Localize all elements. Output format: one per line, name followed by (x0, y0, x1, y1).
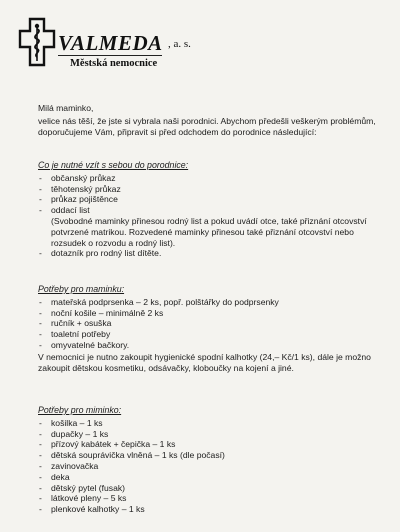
list-item: - přízový kabátek + čepička – 1 ks (38, 439, 384, 450)
list-item: - dotazník pro rodný list dítěte. (38, 248, 384, 259)
letter-intro: velice nás těší, že jste si vybrala naši porodnici. Abychom předešli veškerým problémům, doporučujeme Vám, připravit si před odchodem do porodnice následující: (38, 116, 376, 137)
list-item: - toaletní potřeby (38, 329, 384, 340)
documents-note: (Svobodné maminky přinesou rodný list a pokud uvádí otce, také přiznání otcovství potvrzené matrikou. Rozvedené maminky přinesou také přiznání otcovství nebo rozsudek o rozvodu a rodný list). (51, 215, 367, 248)
brand-name: VALMEDA (58, 31, 163, 55)
hospital-subtitle: Městská nemocnice (70, 58, 158, 69)
list-item: - ručník + osuška (38, 318, 384, 329)
list-item: - oddací list (38, 205, 384, 216)
documents-list (38, 173, 384, 216)
documents-list-continued (38, 248, 384, 259)
section-documents (38, 160, 384, 259)
list-item: - těhotenský průkaz (38, 184, 384, 195)
section-title: Potřeby pro miminko: (38, 405, 122, 415)
list-item: - zavinovačka (38, 461, 384, 472)
list-item: - deka (38, 472, 384, 483)
list-item: - průkaz pojištěnce (38, 194, 384, 205)
list-item: - dětská souprávička vlněná – 1 ks (dle počasí) (38, 450, 384, 461)
list-item: - dětský pytel (fusak) (38, 483, 384, 494)
list-item: - mateřská podprsenka – 2 ks, popř. polštářky do podprsenky (38, 297, 384, 308)
hospital-logo (18, 17, 238, 69)
list-item: - občanský průkaz (38, 173, 384, 184)
medical-cross-icon (18, 17, 56, 67)
section-baby-needs (38, 405, 384, 515)
purchase-note: V nemocnici je nutno zakoupit hygienické spodní kalhotky (24,– Kč/1 ks), dále je možno zakoupit dětskou kosmetiku, odsávačky, kloboučky na kojení a jiné. (38, 351, 371, 373)
list-item: - noční košile – minimálně 2 ks (38, 308, 384, 319)
mother-needs-list (38, 297, 384, 351)
list-item: - dupačky – 1 ks (38, 429, 384, 440)
list-item: - košilka – 1 ks (38, 418, 384, 429)
baby-needs-list (38, 418, 384, 515)
section-title: Potřeby pro maminku: (38, 284, 125, 294)
list-item: - omyvatelné bačkory. (38, 340, 384, 351)
brand-underline (58, 55, 162, 56)
letter-greeting: Milá maminko, (38, 103, 94, 113)
section-mother-needs (38, 284, 384, 373)
list-item: - látkové pleny – 5 ks (38, 493, 384, 504)
section-title: Co je nutné vzít s sebou do porodnice: (38, 160, 189, 170)
brand-suffix: , a. s. (168, 38, 191, 50)
list-item: - plenkové kalhotky – 1 ks (38, 504, 384, 515)
